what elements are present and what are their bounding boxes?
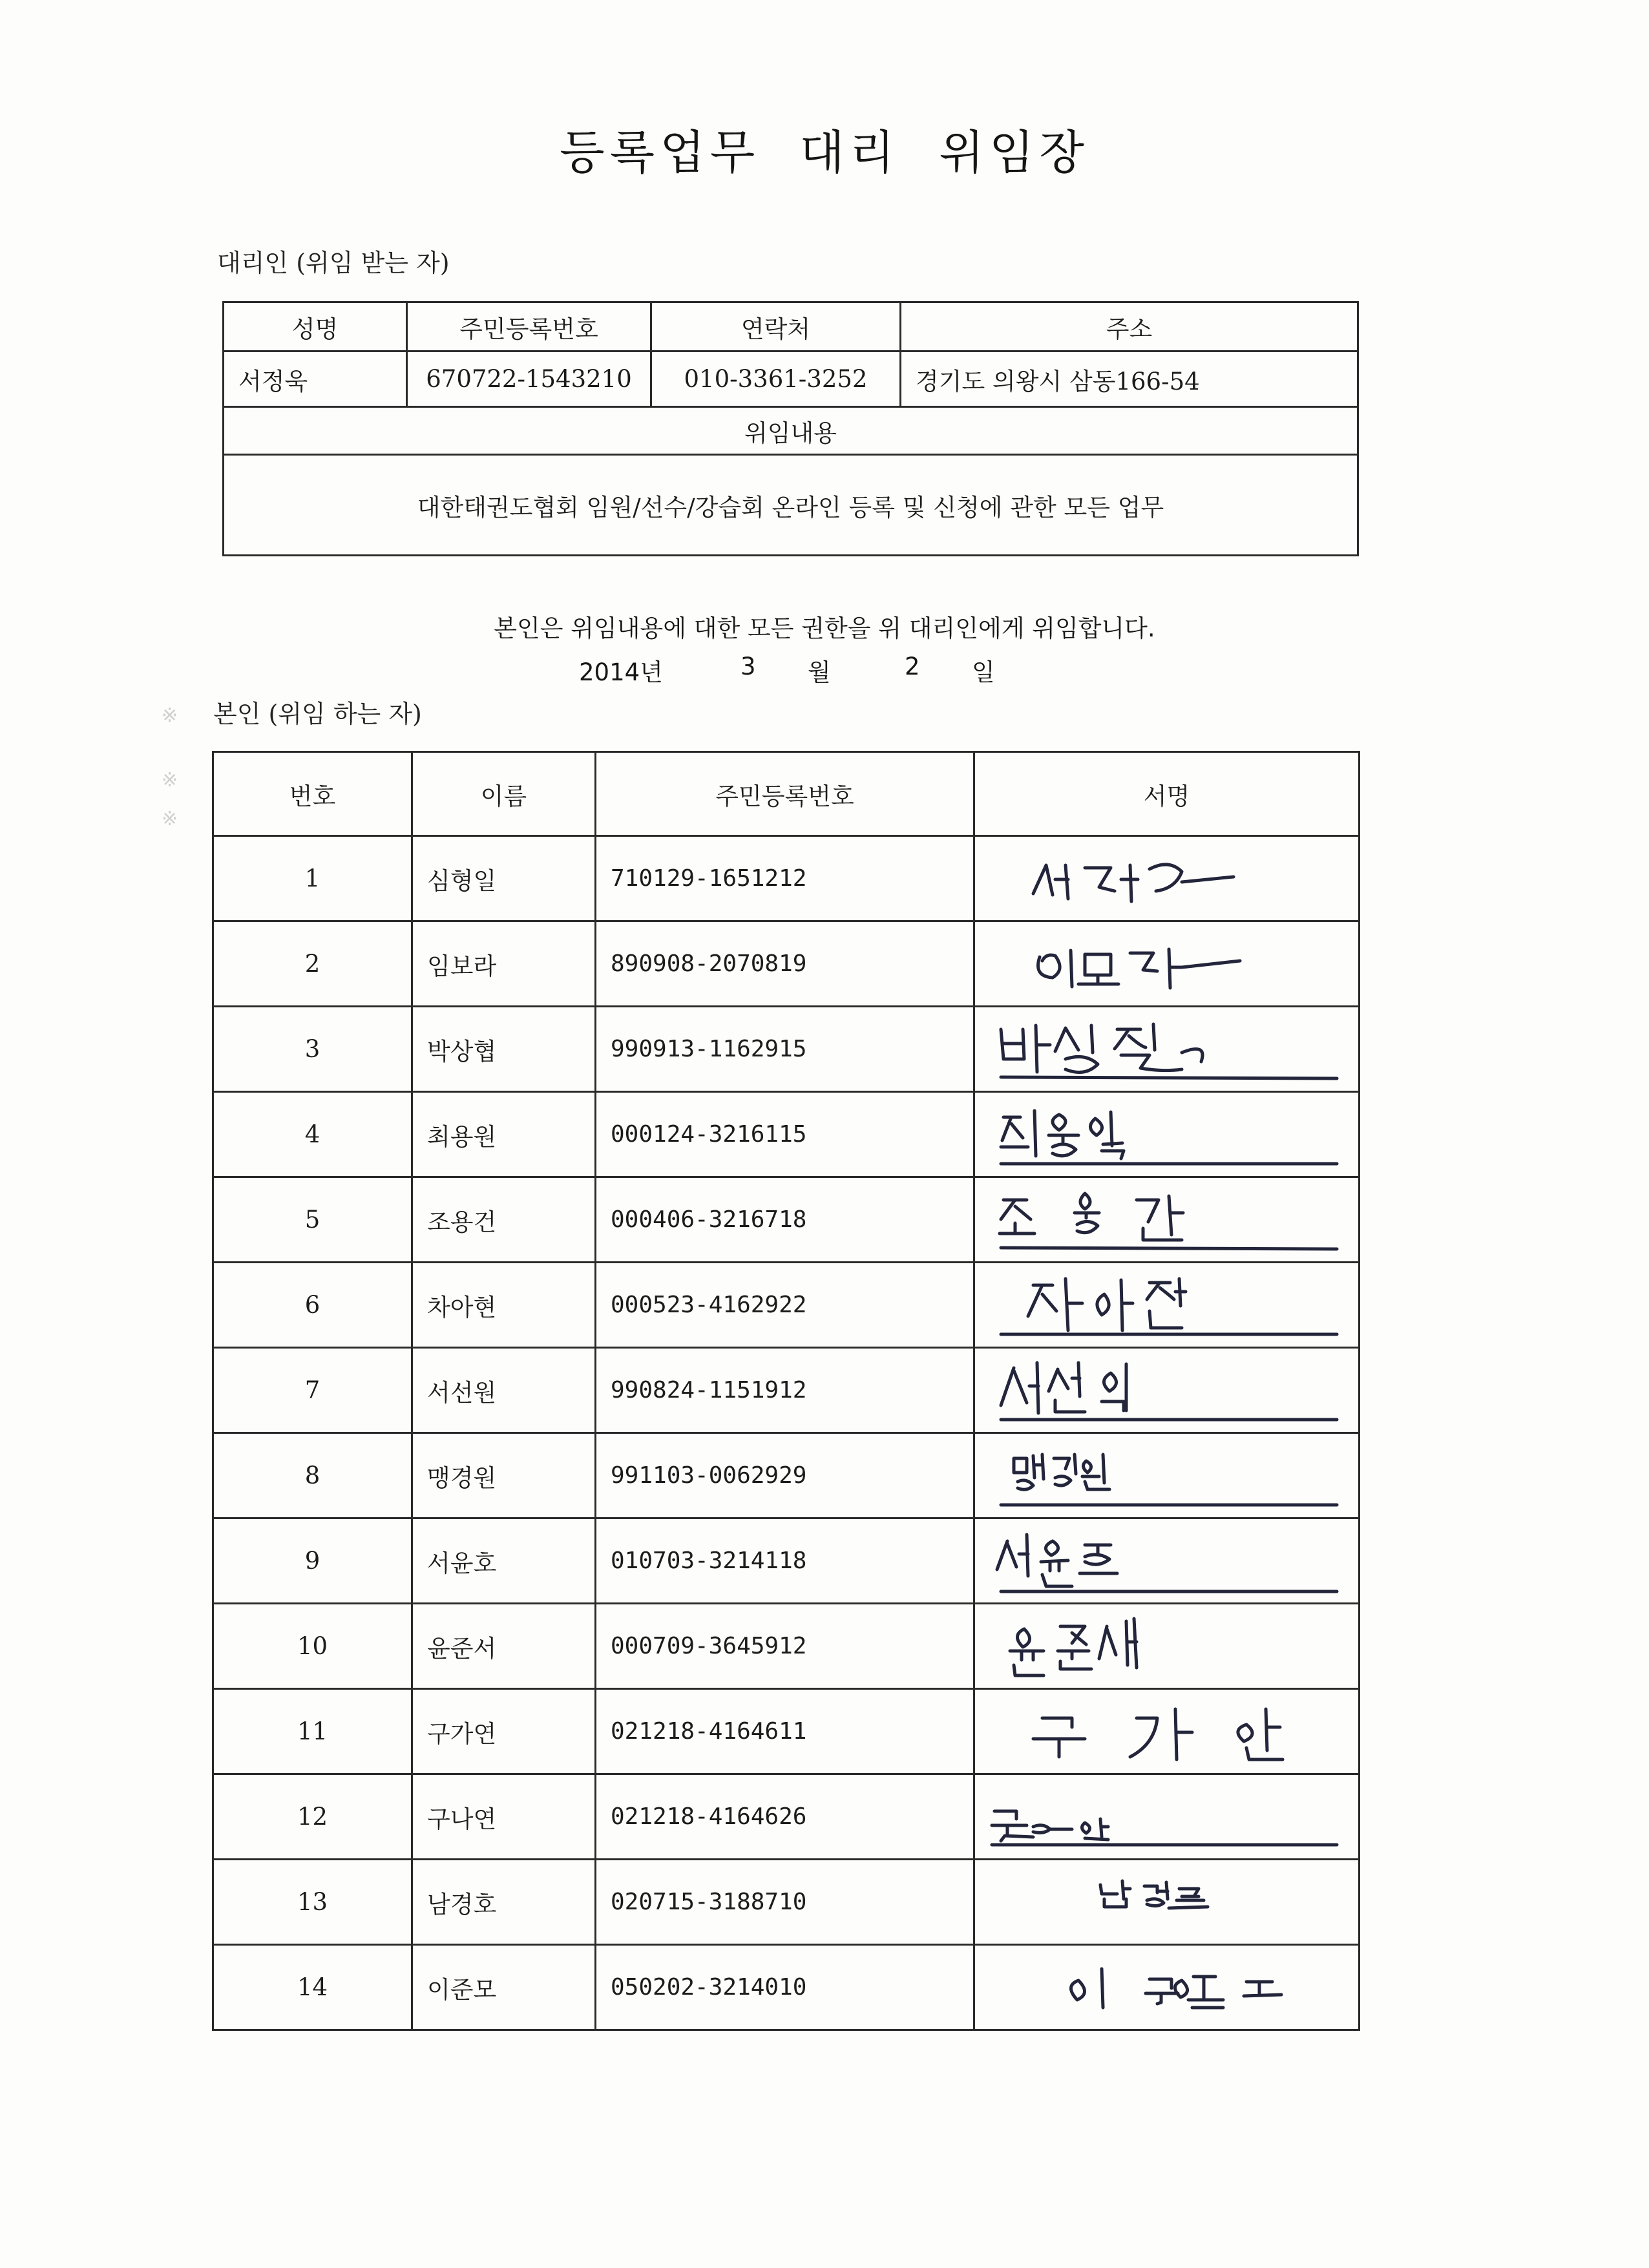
table-row: [213, 1177, 1360, 1263]
row-number: 12: [213, 1774, 412, 1860]
row-name: 남경호: [412, 1860, 596, 1945]
row-rrn: 000406-3216718: [596, 1177, 974, 1263]
table-row: [213, 1860, 1360, 1945]
row-number: 10: [213, 1604, 412, 1689]
table-row: [213, 1348, 1360, 1433]
agent-header-rrn: 주민등록번호: [407, 302, 651, 352]
mandate-text: 대한태권도협회 임원/선수/강습회 온라인 등록 및 신청에 관한 모든 업무: [224, 455, 1358, 556]
handwritten-signature: [974, 836, 1360, 921]
table-row: [213, 1263, 1360, 1348]
table-row: [213, 1092, 1360, 1177]
row-name: 서윤호: [412, 1518, 596, 1604]
handwritten-signature: [974, 1092, 1360, 1177]
row-number: 8: [213, 1433, 412, 1518]
handwritten-signature: [974, 1007, 1360, 1092]
agent-table: [222, 301, 1359, 556]
agent-name: 서정욱: [224, 352, 407, 407]
agent-header-name: 성명: [224, 302, 407, 352]
row-name: 구나연: [412, 1774, 596, 1860]
row-rrn: 000124-3216115: [596, 1092, 974, 1177]
table-row: [213, 921, 1360, 1007]
bleed-through-mark: ※: [162, 808, 178, 830]
handwritten-signature: [974, 1945, 1360, 2030]
row-name: 심형일: [412, 836, 596, 921]
date-day-unit: 일: [972, 658, 995, 686]
table-row: [213, 1689, 1360, 1774]
row-rrn: 010703-3214118: [596, 1518, 974, 1604]
handwritten-signature: [974, 1433, 1360, 1518]
row-name: 윤준서: [412, 1604, 596, 1689]
handwritten-signature: [974, 1348, 1360, 1433]
handwritten-signature: [974, 1177, 1360, 1263]
date-year: 2014년: [579, 658, 663, 686]
row-number: 14: [213, 1945, 412, 2030]
table-row: [213, 1945, 1360, 2030]
table-row: [213, 1604, 1360, 1689]
agent-rrn: 670722-1543210: [407, 352, 651, 407]
table-row: [213, 836, 1360, 921]
row-name: 맹경원: [412, 1433, 596, 1518]
handwritten-signature: [974, 921, 1360, 1007]
row-rrn: 990913-1162915: [596, 1007, 974, 1092]
row-name: 최용원: [412, 1092, 596, 1177]
row-rrn: 990824-1151912: [596, 1348, 974, 1433]
row-rrn: 000709-3645912: [596, 1604, 974, 1689]
row-rrn: 050202-3214010: [596, 1945, 974, 2030]
delegation-statement: 본인은 위임내용에 대한 모든 권한을 위 대리인에게 위임합니다.: [494, 614, 1155, 642]
date-month: 3: [740, 653, 756, 680]
document-title: 등록업무 대리 위임장: [560, 125, 1089, 180]
principals-table: [212, 751, 1360, 2031]
row-rrn: 021218-4164626: [596, 1774, 974, 1860]
row-number: 2: [213, 921, 412, 1007]
principal-header-signature: 서명: [974, 752, 1360, 836]
principal-header-name: 이름: [412, 752, 596, 836]
row-name: 임보라: [412, 921, 596, 1007]
handwritten-signature: [974, 1689, 1360, 1774]
row-rrn: 020715-3188710: [596, 1860, 974, 1945]
row-name: 서선원: [412, 1348, 596, 1433]
row-number: 6: [213, 1263, 412, 1348]
bleed-through-mark: ※: [162, 769, 178, 792]
handwritten-signature: [974, 1518, 1360, 1604]
handwritten-signature: [974, 1604, 1360, 1689]
agent-address: 경기도 의왕시 삼동166-54: [901, 352, 1358, 407]
handwritten-signature: [974, 1860, 1360, 1945]
bleed-through-mark: ※: [162, 704, 178, 727]
agent-contact: 010-3361-3252: [651, 352, 901, 407]
row-name: 이준모: [412, 1945, 596, 2030]
date-day: 2: [905, 653, 920, 680]
row-number: 11: [213, 1689, 412, 1774]
handwritten-signature: [974, 1263, 1360, 1348]
row-rrn: 710129-1651212: [596, 836, 974, 921]
date-month-unit: 월: [808, 658, 831, 686]
row-rrn: 000523-4162922: [596, 1263, 974, 1348]
row-name: 조용건: [412, 1177, 596, 1263]
agent-header-contact: 연락처: [651, 302, 901, 352]
row-number: 1: [213, 836, 412, 921]
table-row: [213, 1007, 1360, 1092]
row-number: 7: [213, 1348, 412, 1433]
row-rrn: 991103-0062929: [596, 1433, 974, 1518]
row-name: 구가연: [412, 1689, 596, 1774]
principal-header-rrn: 주민등록번호: [596, 752, 974, 836]
row-rrn: 021218-4164611: [596, 1689, 974, 1774]
mandate-header: 위임내용: [224, 407, 1358, 455]
handwritten-signature: [974, 1774, 1360, 1860]
row-rrn: 890908-2070819: [596, 921, 974, 1007]
table-row: [213, 1518, 1360, 1604]
table-row: [213, 1774, 1360, 1860]
row-name: 박상협: [412, 1007, 596, 1092]
row-number: 3: [213, 1007, 412, 1092]
row-number: 4: [213, 1092, 412, 1177]
agent-header-address: 주소: [901, 302, 1358, 352]
table-row: [213, 1433, 1360, 1518]
row-number: 13: [213, 1860, 412, 1945]
principal-section-label: 본인 (위임 하는 자): [213, 700, 422, 728]
row-number: 5: [213, 1177, 412, 1263]
principal-header-number: 번호: [213, 752, 412, 836]
agent-section-label: 대리인 (위임 받는 자): [217, 249, 450, 277]
row-number: 9: [213, 1518, 412, 1604]
row-name: 차아현: [412, 1263, 596, 1348]
